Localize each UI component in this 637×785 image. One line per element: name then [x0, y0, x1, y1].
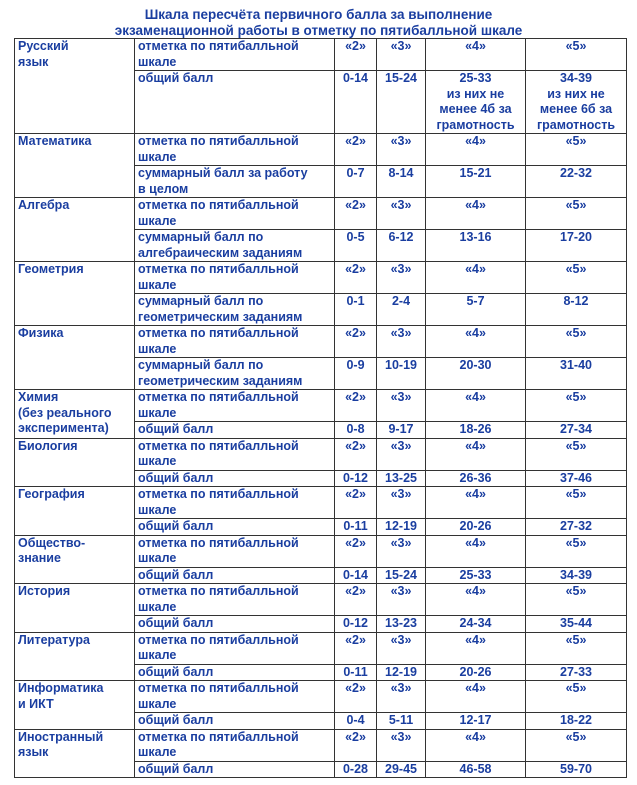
- row-label: суммарный балл по алгебраическим заданиям: [135, 230, 335, 262]
- score-cell: «5»: [526, 535, 627, 567]
- row-label: общий балл: [135, 713, 335, 730]
- subject-name: Информатика и ИКТ: [15, 681, 135, 730]
- title-line-2: экзаменационной работы в отметку по пятибалльной шкале: [114, 23, 523, 38]
- row-label: общий балл: [135, 519, 335, 536]
- score-cell: «2»: [335, 390, 377, 422]
- score-cell: «2»: [335, 632, 377, 664]
- score-cell: «3»: [377, 681, 426, 713]
- row-label: общий балл: [135, 470, 335, 487]
- row-label: отметка по пятибалльной шкале: [135, 390, 335, 422]
- score-cell: 26-36: [426, 470, 526, 487]
- score-cell: «5»: [526, 390, 627, 422]
- row-label: отметка по пятибалльной шкале: [135, 438, 335, 470]
- table-row: [15, 134, 627, 166]
- score-cell: «2»: [335, 39, 377, 71]
- score-cell: 29-45: [377, 761, 426, 778]
- score-cell: «2»: [335, 198, 377, 230]
- score-cell: «4»: [426, 487, 526, 519]
- score-cell: 5-7: [426, 294, 526, 326]
- score-cell: «4»: [426, 681, 526, 713]
- score-cell: «2»: [335, 535, 377, 567]
- table-row: [15, 326, 627, 358]
- score-cell: 0-28: [335, 761, 377, 778]
- score-cell: «4»: [426, 134, 526, 166]
- row-label: общий балл: [135, 664, 335, 681]
- score-cell: «4»: [426, 39, 526, 71]
- row-label: общий балл: [135, 71, 335, 134]
- score-cell: «4»: [426, 262, 526, 294]
- subject-name: Иностранный язык: [15, 729, 135, 778]
- subject-name: История: [15, 584, 135, 633]
- row-label: суммарный балл по геометрическим заданиям: [135, 294, 335, 326]
- subject-name: Математика: [15, 134, 135, 198]
- score-cell: 0-12: [335, 616, 377, 633]
- table-row: [15, 198, 627, 230]
- score-cell: 25-33: [426, 567, 526, 584]
- score-cell: 0-14: [335, 567, 377, 584]
- score-cell: «4»: [426, 729, 526, 761]
- score-cell: «4»: [426, 535, 526, 567]
- row-label: отметка по пятибалльной шкале: [135, 584, 335, 616]
- score-cell: «5»: [526, 729, 627, 761]
- score-cell: 5-11: [377, 713, 426, 730]
- score-cell: «2»: [335, 134, 377, 166]
- score-cell: «3»: [377, 39, 426, 71]
- score-cell: «3»: [377, 262, 426, 294]
- score-cell: 0-11: [335, 664, 377, 681]
- score-cell: «5»: [526, 584, 627, 616]
- score-cell: 12-19: [377, 664, 426, 681]
- score-cell: 20-30: [426, 358, 526, 390]
- score-cell: 59-70: [526, 761, 627, 778]
- subject-name: Литература: [15, 632, 135, 681]
- score-cell: «3»: [377, 584, 426, 616]
- score-cell: 13-16: [426, 230, 526, 262]
- score-cell: «4»: [426, 198, 526, 230]
- row-label: общий балл: [135, 422, 335, 439]
- title-line-1: Шкала пересчёта первичного балла за выполнение: [144, 7, 493, 22]
- score-cell: 0-9: [335, 358, 377, 390]
- row-label: суммарный балл за работу в целом: [135, 166, 335, 198]
- score-cell: 0-12: [335, 470, 377, 487]
- score-cell: «2»: [335, 729, 377, 761]
- score-cell: 0-14: [335, 71, 377, 134]
- table-row: [15, 632, 627, 664]
- score-cell: 27-32: [526, 519, 627, 536]
- score-cell: 18-22: [526, 713, 627, 730]
- score-cell: «2»: [335, 326, 377, 358]
- row-label: суммарный балл по геометрическим заданиям: [135, 358, 335, 390]
- score-cell: «5»: [526, 198, 627, 230]
- score-cell: 35-44: [526, 616, 627, 633]
- score-cell: «2»: [335, 487, 377, 519]
- subject-name: География: [15, 487, 135, 536]
- score-cell: «5»: [526, 632, 627, 664]
- score-cell: 15-21: [426, 166, 526, 198]
- row-label: отметка по пятибалльной шкале: [135, 487, 335, 519]
- score-cell: 22-32: [526, 166, 627, 198]
- subject-name: Русский язык: [15, 39, 135, 134]
- score-cell: 2-4: [377, 294, 426, 326]
- score-cell: 0-11: [335, 519, 377, 536]
- score-cell: «4»: [426, 390, 526, 422]
- score-cell: 13-25: [377, 470, 426, 487]
- score-cell: «5»: [526, 39, 627, 71]
- table-body: [15, 39, 627, 778]
- table-row: [15, 535, 627, 567]
- row-label: отметка по пятибалльной шкале: [135, 134, 335, 166]
- row-label: общий балл: [135, 567, 335, 584]
- score-cell: 20-26: [426, 664, 526, 681]
- score-cell: 8-14: [377, 166, 426, 198]
- score-cell: 0-4: [335, 713, 377, 730]
- score-cell: 18-26: [426, 422, 526, 439]
- subject-name: Химия (без реального эксперимента): [15, 390, 135, 439]
- score-cell: «3»: [377, 632, 426, 664]
- score-cell: «5»: [526, 326, 627, 358]
- score-cell: «4»: [426, 438, 526, 470]
- score-cell: 8-12: [526, 294, 627, 326]
- score-cell: 0-7: [335, 166, 377, 198]
- row-label: отметка по пятибалльной шкале: [135, 39, 335, 71]
- table-row: [15, 487, 627, 519]
- score-cell: 25-33 из них не менее 4б за грамотность: [426, 71, 526, 134]
- subject-name: Геометрия: [15, 262, 135, 326]
- score-cell: 15-24: [377, 567, 426, 584]
- row-label: отметка по пятибалльной шкале: [135, 198, 335, 230]
- score-cell: «4»: [426, 632, 526, 664]
- score-cell: «3»: [377, 535, 426, 567]
- score-cell: 10-19: [377, 358, 426, 390]
- score-cell: «5»: [526, 487, 627, 519]
- row-label: отметка по пятибалльной шкале: [135, 632, 335, 664]
- score-cell: «3»: [377, 487, 426, 519]
- score-cell: «4»: [426, 326, 526, 358]
- score-cell: «3»: [377, 198, 426, 230]
- score-cell: 17-20: [526, 230, 627, 262]
- score-cell: 9-17: [377, 422, 426, 439]
- score-cell: «2»: [335, 438, 377, 470]
- score-cell: 13-23: [377, 616, 426, 633]
- page-title: [0, 7, 637, 39]
- score-cell: «2»: [335, 262, 377, 294]
- table-row: [15, 262, 627, 294]
- table-row: [15, 681, 627, 713]
- score-cell: «2»: [335, 681, 377, 713]
- score-cell: «3»: [377, 134, 426, 166]
- row-label: отметка по пятибалльной шкале: [135, 262, 335, 294]
- subject-name: Общество- знание: [15, 535, 135, 584]
- score-cell: «3»: [377, 326, 426, 358]
- score-cell: «2»: [335, 584, 377, 616]
- row-label: общий балл: [135, 761, 335, 778]
- score-cell: 34-39: [526, 567, 627, 584]
- score-cell: 6-12: [377, 230, 426, 262]
- row-label: отметка по пятибалльной шкале: [135, 535, 335, 567]
- score-cell: 27-33: [526, 664, 627, 681]
- score-cell: 15-24: [377, 71, 426, 134]
- score-cell: «3»: [377, 390, 426, 422]
- score-cell: «5»: [526, 438, 627, 470]
- table-row: [15, 729, 627, 761]
- row-label: отметка по пятибалльной шкале: [135, 681, 335, 713]
- score-cell: 27-34: [526, 422, 627, 439]
- row-label: общий балл: [135, 616, 335, 633]
- score-cell: «5»: [526, 262, 627, 294]
- subject-name: Физика: [15, 326, 135, 390]
- score-cell: «5»: [526, 681, 627, 713]
- table-row: [15, 390, 627, 422]
- row-label: отметка по пятибалльной шкале: [135, 326, 335, 358]
- score-cell: 0-5: [335, 230, 377, 262]
- score-cell: 12-17: [426, 713, 526, 730]
- score-cell: 46-58: [426, 761, 526, 778]
- score-cell: 0-8: [335, 422, 377, 439]
- score-cell: 24-34: [426, 616, 526, 633]
- table-row: [15, 584, 627, 616]
- subject-name: Алгебра: [15, 198, 135, 262]
- score-cell: «3»: [377, 729, 426, 761]
- score-cell: «3»: [377, 438, 426, 470]
- table-row: [15, 438, 627, 470]
- table-row: [15, 39, 627, 71]
- score-cell: «4»: [426, 584, 526, 616]
- score-cell: 20-26: [426, 519, 526, 536]
- score-cell: 37-46: [526, 470, 627, 487]
- score-cell: 12-19: [377, 519, 426, 536]
- score-cell: 34-39 из них не менее 6б за грамотность: [526, 71, 627, 134]
- score-cell: 31-40: [526, 358, 627, 390]
- score-cell: «5»: [526, 134, 627, 166]
- row-label: отметка по пятибалльной шкале: [135, 729, 335, 761]
- score-conversion-table: [14, 38, 627, 778]
- score-cell: 0-1: [335, 294, 377, 326]
- subject-name: Биология: [15, 438, 135, 487]
